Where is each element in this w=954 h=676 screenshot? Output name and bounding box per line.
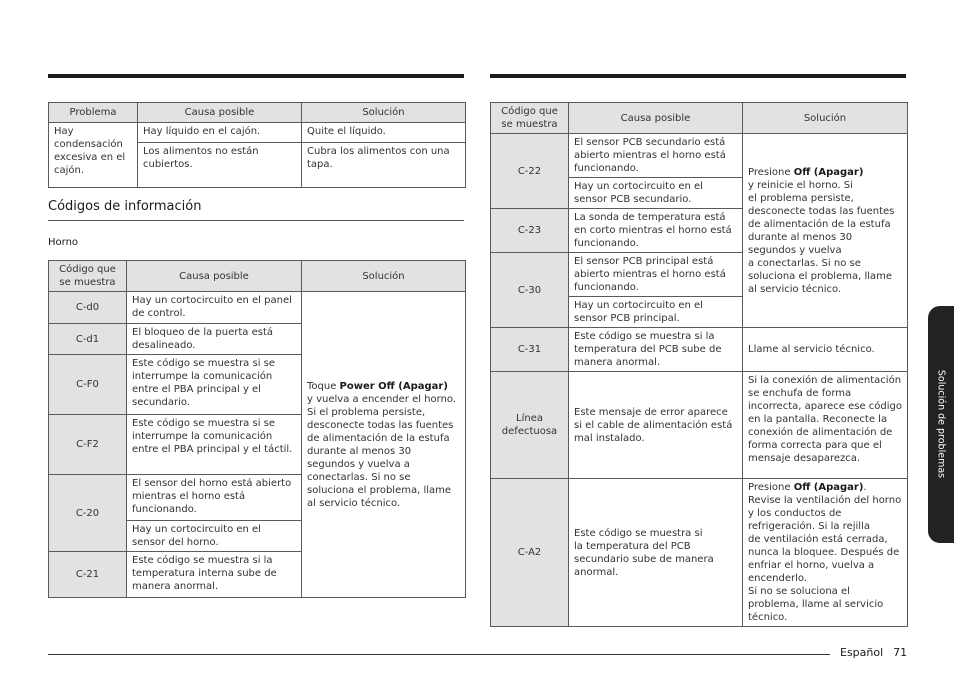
code-cell: C-22 [491,134,569,209]
chapter-tab-label: Solución de problemas [935,369,947,479]
cause-cell: Este código se muestra si la temperatura del PCB secundario sube de manera anormal. [569,479,743,627]
cause-cell: Hay un cortocircuito en el sensor PCB principal. [569,297,743,328]
chapter-tab [928,306,954,543]
solution-cell: Llame al servicio técnico. [743,328,908,372]
table-row [491,372,908,479]
code-cell: C-d0 [49,292,127,324]
table-row [49,292,466,324]
cause-cell: El sensor PCB principal está abierto mientras el horno está funcionando. [569,253,743,297]
cause-cell: El bloqueo de la puerta está desalineado. [127,324,302,355]
cause-cell: Los alimentos no están cubiertos. [138,143,302,188]
cause-cell: Hay un cortocircuito en el panel de control. [127,292,302,324]
solution-cell: Presione Off (Apagar). Revise la ventilación del horno y los conductos de refrigeración. Si la rejilla de ventilación está cerrada, nunca la bloquee. Después de enfriar el horno, vuelva a encenderlo. Si no se soluciona el problema, llame al servicio técnico. [743,479,908,627]
code-cell: C-30 [491,253,569,328]
footer-language: Español [840,646,884,659]
col-header-solucion: Solución [743,103,908,134]
table-row [49,123,466,143]
problem-table [48,102,466,188]
col-header-codigo: Código que se muestra [491,103,569,134]
solution-cell: Toque Power Off (Apagar) y vuelva a encender el horno. Si el problema persiste, desconecte todas las fuentes de alimentación de la estufa durante al menos 30 segundos y vuelva a conectarlas. Si no se soluciona el problema, llame al servicio técnico. [302,292,466,598]
cause-cell: La sonda de temperatura está en corto mientras el horno está funcionando. [569,209,743,253]
col-header-solucion: Solución [302,103,466,123]
problem-cell: Hay condensación excesiva en el cajón. [49,123,138,188]
col-header-causa: Causa posible [127,261,302,292]
section-title: Códigos de información [48,199,202,214]
code-cell: C-31 [491,328,569,372]
col-header-causa: Causa posible [138,103,302,123]
cause-cell: Hay líquido en el cajón. [138,123,302,143]
code-cell: C-21 [49,552,127,598]
cause-cell: Este código se muestra si se interrumpe la comunicación entre el PBA principal y el secundario. [127,355,302,415]
col-header-codigo: Código que se muestra [49,261,127,292]
top-rule-right [490,74,906,78]
code-cell: C-A2 [491,479,569,627]
cause-cell: El sensor PCB secundario está abierto mientras el horno está funcionando. [569,134,743,178]
code-cell: C-d1 [49,324,127,355]
table-row [491,134,908,178]
cause-cell: Este código se muestra si la temperatura del PCB sube de manera anormal. [569,328,743,372]
code-cell: C-23 [491,209,569,253]
table-row [491,479,908,627]
cause-cell: Este código se muestra si la temperatura interna sube de manera anormal. [127,552,302,598]
top-rule-left [48,74,464,78]
table-header-row [491,103,908,134]
solution-cell: Cubra los alimentos con una tapa. [302,143,466,188]
codes-table-right [490,102,908,627]
page-number: 71 [893,646,908,659]
table-row [491,328,908,372]
cause-cell: Este mensaje de error aparece si el cable de alimentación está mal instalado. [569,372,743,479]
col-header-problema: Problema [49,103,138,123]
col-header-solucion: Solución [302,261,466,292]
oven-codes-table [48,260,466,598]
table-header-row [49,103,466,123]
footer-rule [48,654,830,655]
section-divider [48,220,464,221]
solution-cell: Quite el líquido. [302,123,466,143]
table-header-row [49,261,466,292]
code-cell: C-F2 [49,415,127,475]
solution-cell: Si la conexión de alimentación se enchufa de forma incorrecta, aparece ese código en la pantalla. Reconecte la conexión de alimentación de forma correcta para que el mensaje desaparezca. [743,372,908,479]
cause-cell: Hay un cortocircuito en el sensor del horno. [127,521,302,552]
solution-cell: Presione Off (Apagar) y reinicie el horno. Si el problema persiste, desconecte todas las fuentes de alimentación de la estufa durante al menos 30 segundos y vuelva a conectarlas. Si no se soluciona el problema, llame al servicio técnico. [743,134,908,328]
cause-cell: El sensor del horno está abierto mientras el horno está funcionando. [127,475,302,521]
footer [840,646,907,659]
code-cell: Línea defectuosa [491,372,569,479]
cause-cell: Hay un cortocircuito en el sensor PCB secundario. [569,178,743,209]
code-cell: C-F0 [49,355,127,415]
subsection-title: Horno [48,237,79,248]
cause-cell: Este código se muestra si se interrumpe la comunicación entre el PBA principal y el táctil. [127,415,302,475]
col-header-causa: Causa posible [569,103,743,134]
code-cell: C-20 [49,475,127,552]
